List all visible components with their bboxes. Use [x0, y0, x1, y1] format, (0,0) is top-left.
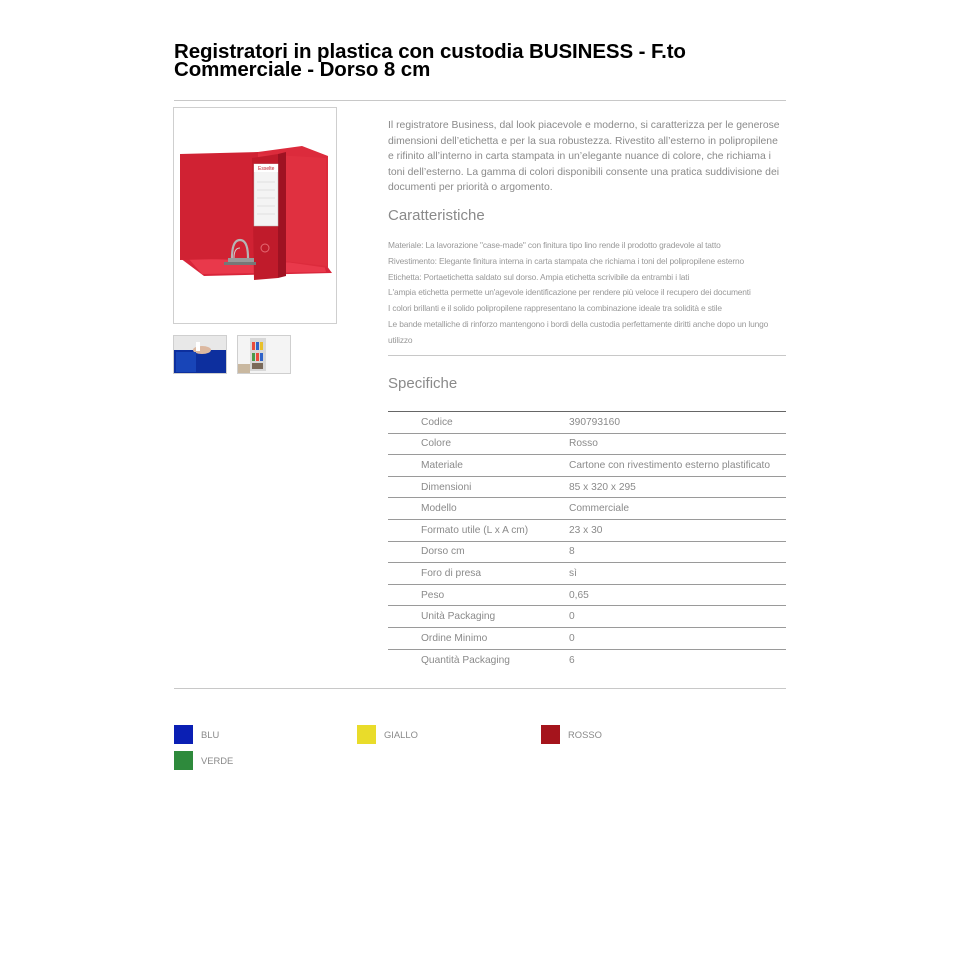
- color-swatch: [174, 751, 193, 770]
- spec-value: 8: [569, 541, 786, 563]
- hand-binder-thumbnail: [174, 336, 226, 373]
- red-binder-image: [174, 108, 336, 323]
- title-divider: [174, 100, 786, 101]
- specs-heading: Specifiche: [388, 375, 458, 392]
- main-product-image[interactable]: [173, 107, 337, 324]
- color-label: GIALLO: [384, 729, 418, 740]
- spec-value: 390793160: [569, 412, 786, 434]
- feature-item: Materiale: La lavorazione "case-made" con finitura tipo lino rende il prodotto gradevole al tatto: [388, 240, 721, 250]
- feature-item: Etichetta: Portaetichetta saldato sul dorso. Ampia etichetta scrivibile da entrambi i lati: [388, 271, 690, 282]
- thumbnail-1[interactable]: [173, 335, 227, 374]
- color-option-verde[interactable]: [174, 751, 233, 770]
- color-label: BLU: [201, 729, 220, 740]
- page-title: Registratori in plastica con custodia BUSINESS - F.to Commerciale - Dorso 8 cm: [174, 40, 686, 81]
- features-divider: [388, 355, 786, 356]
- feature-item: I colori brillanti e il solido polipropilene rappresentano la combinazione ideale tra solidità e stile: [388, 303, 722, 314]
- color-swatch: [541, 725, 560, 744]
- spec-value: sì: [569, 563, 786, 585]
- spec-value: 0: [569, 606, 786, 628]
- spec-row: [388, 606, 786, 628]
- spec-value: Commerciale: [569, 498, 786, 520]
- thumbnail-2[interactable]: [237, 335, 291, 374]
- spec-row: [388, 584, 786, 606]
- brand-label: Esselte: [258, 166, 275, 172]
- spec-label: Dorso cm: [388, 541, 569, 563]
- spec-value: 0: [569, 627, 786, 649]
- color-label: VERDE: [201, 755, 234, 766]
- spec-label: Modello: [388, 498, 569, 520]
- specs-top-rule: [388, 411, 786, 412]
- color-swatch: [357, 725, 376, 744]
- spec-value: Cartone con rivestimento esterno plastificato: [569, 455, 786, 477]
- spec-label: Foro di presa: [388, 563, 569, 585]
- spec-label: Dimensioni: [388, 476, 569, 498]
- feature-item: Rivestimento: Elegante finitura interna in carta stampata che richiama i toni del polipropilene esterno: [388, 255, 745, 266]
- spec-row: [388, 498, 786, 520]
- color-option-giallo[interactable]: [357, 725, 418, 744]
- spec-value: Rosso: [569, 433, 786, 455]
- spec-row: [388, 433, 786, 455]
- feature-item: L'ampia etichetta permette un'agevole identificazione per rendere più veloce il recupero dei documenti: [388, 287, 751, 298]
- spec-label: Formato utile (L x A cm): [388, 519, 569, 541]
- spec-label: Unità Packaging: [388, 606, 569, 628]
- color-option-rosso[interactable]: [541, 725, 602, 744]
- spec-label: Materiale: [388, 455, 569, 477]
- product-description: Il registratore Business, dal look piacevole e moderno, si caratterizza per le generose dimensioni dell’etichetta e per la sua robustezza. Rivestito all’esterno in polipropilene e rifinito all’interno in carta stampata in un’elegante nuance di colore, che richiama i toni dell’esterno. La gamma di colori disponibili consente una pratica suddivisione dei documenti per priorità o argomento.: [388, 120, 780, 194]
- spec-label: Colore: [388, 433, 569, 455]
- spec-label: Codice: [388, 412, 569, 434]
- color-label: ROSSO: [568, 729, 602, 740]
- spec-row: [388, 412, 786, 434]
- spec-label: Quantità Packaging: [388, 649, 569, 671]
- shelf-binders-thumbnail: [238, 336, 290, 373]
- spec-value: 0,65: [569, 584, 786, 606]
- spec-row: [388, 519, 786, 541]
- features-heading: Caratteristiche: [388, 207, 485, 224]
- spec-value: 85 x 320 x 295: [569, 476, 786, 498]
- spec-label: Ordine Minimo: [388, 627, 569, 649]
- spec-row: [388, 541, 786, 563]
- spec-value: 23 x 30: [569, 519, 786, 541]
- spec-label: Peso: [388, 584, 569, 606]
- color-swatch: [174, 725, 193, 744]
- features-list: [388, 238, 788, 349]
- spec-row: [388, 455, 786, 477]
- spec-value: 6: [569, 649, 786, 671]
- spec-row: [388, 627, 786, 649]
- feature-item: Le bande metalliche di rinforzo mantengono i bordi della custodia perfettamente diritti anche dopo un lungo utilizzo: [388, 318, 769, 345]
- spec-row: [388, 563, 786, 585]
- spec-row: [388, 649, 786, 671]
- color-option-blu[interactable]: [174, 725, 219, 744]
- footer-divider: [174, 688, 786, 689]
- spec-row: [388, 476, 786, 498]
- specs-table: [388, 411, 786, 671]
